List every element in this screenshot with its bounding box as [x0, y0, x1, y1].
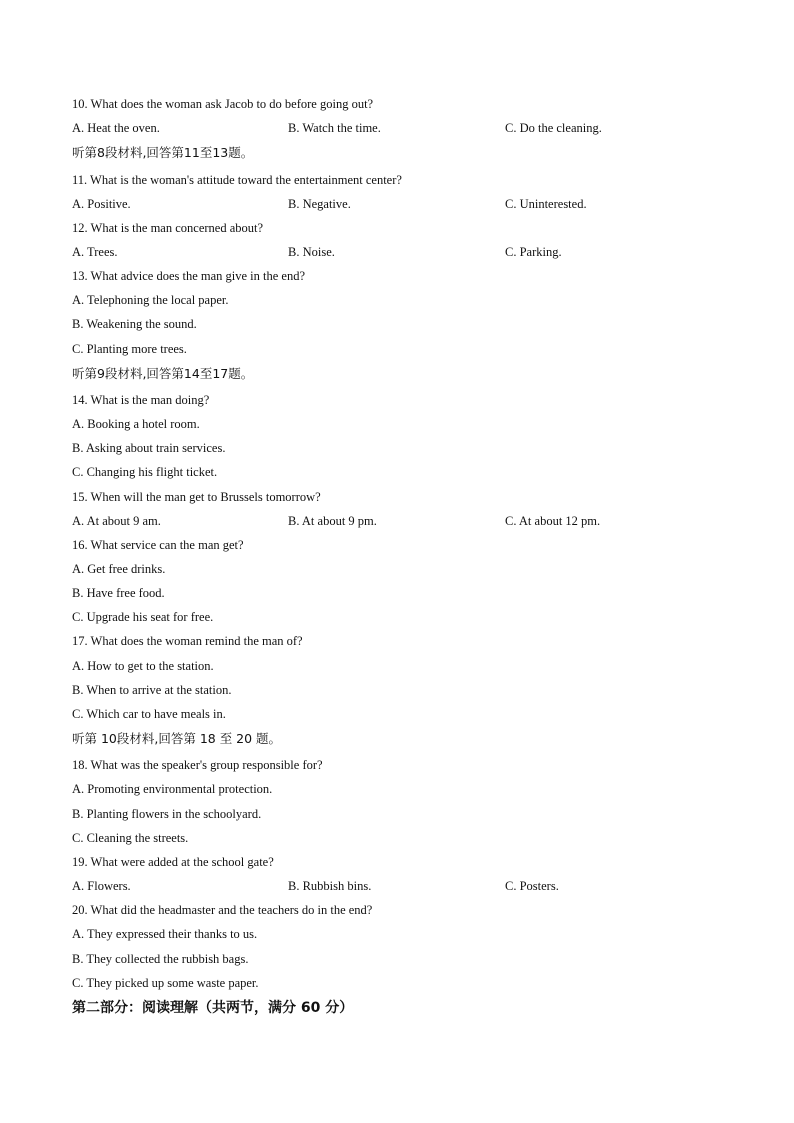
q18-option-a: A. Promoting environmental protection.	[72, 782, 273, 796]
question-15: 15. When will the man get to Brussels tomorrow?	[72, 490, 321, 504]
question-16: 16. What service can the man get?	[72, 538, 244, 552]
q12-option-b: B. Noise.	[288, 245, 335, 259]
q15-option-a: A. At about 9 am.	[72, 514, 161, 528]
question-14: 14. What is the man doing?	[72, 393, 210, 407]
q19-option-c: C. Posters.	[505, 879, 559, 893]
q17-option-b: B. When to arrive at the station.	[72, 683, 232, 697]
question-17: 17. What does the woman remind the man of?	[72, 634, 303, 648]
q11-option-a: A. Positive.	[72, 197, 131, 211]
q14-option-b: B. Asking about train services.	[72, 441, 226, 455]
q13-option-b: B. Weakening the sound.	[72, 317, 197, 331]
question-10: 10. What does the woman ask Jacob to do before going out?	[72, 97, 374, 111]
question-19: 19. What were added at the school gate?	[72, 855, 274, 869]
q16-option-c: C. Upgrade his seat for free.	[72, 610, 214, 624]
segment-9-instruction: 听第9段材料,回答第14至17题。	[72, 366, 254, 381]
q10-option-a: A. Heat the oven.	[72, 121, 160, 135]
q10-option-c: C. Do the cleaning.	[505, 121, 602, 135]
q18-option-c: C. Cleaning the streets.	[72, 831, 189, 845]
question-12: 12. What is the man concerned about?	[72, 221, 264, 235]
q18-option-b: B. Planting flowers in the schoolyard.	[72, 807, 262, 821]
q17-option-c: C. Which car to have meals in.	[72, 707, 226, 721]
q17-option-a: A. How to get to the station.	[72, 659, 214, 673]
q12-option-c: C. Parking.	[505, 245, 562, 259]
q20-option-a: A. They expressed their thanks to us.	[72, 927, 258, 941]
q16-option-b: B. Have free food.	[72, 586, 165, 600]
q14-option-c: C. Changing his flight ticket.	[72, 465, 218, 479]
q13-option-c: C. Planting more trees.	[72, 342, 187, 356]
question-18: 18. What was the speaker's group responsible for?	[72, 758, 323, 772]
q14-option-a: A. Booking a hotel room.	[72, 417, 200, 431]
question-20: 20. What did the headmaster and the teachers do in the end?	[72, 903, 373, 917]
question-11: 11. What is the woman's attitude toward the entertainment center?	[72, 173, 402, 187]
segment-10-instruction: 听第 10段材料,回答第 18 至 20 题。	[72, 731, 282, 746]
q11-option-b: B. Negative.	[288, 197, 351, 211]
segment-8-instruction: 听第8段材料,回答第11至13题。	[72, 145, 254, 160]
part-two-heading: 第二部分：阅读理解（共两节，满分 60 分）	[72, 1000, 354, 1016]
q20-option-b: B. They collected the rubbish bags.	[72, 952, 249, 966]
question-13: 13. What advice does the man give in the end?	[72, 269, 306, 283]
q15-option-b: B. At about 9 pm.	[288, 514, 377, 528]
q16-option-a: A. Get free drinks.	[72, 562, 166, 576]
q11-option-c: C. Uninterested.	[505, 197, 587, 211]
q15-option-c: C. At about 12 pm.	[505, 514, 601, 528]
q12-option-a: A. Trees.	[72, 245, 118, 259]
q20-option-c: C. They picked up some waste paper.	[72, 976, 259, 990]
q19-option-b: B. Rubbish bins.	[288, 879, 372, 893]
q19-option-a: A. Flowers.	[72, 879, 131, 893]
q10-option-b: B. Watch the time.	[288, 121, 381, 135]
q13-option-a: A. Telephoning the local paper.	[72, 293, 229, 307]
